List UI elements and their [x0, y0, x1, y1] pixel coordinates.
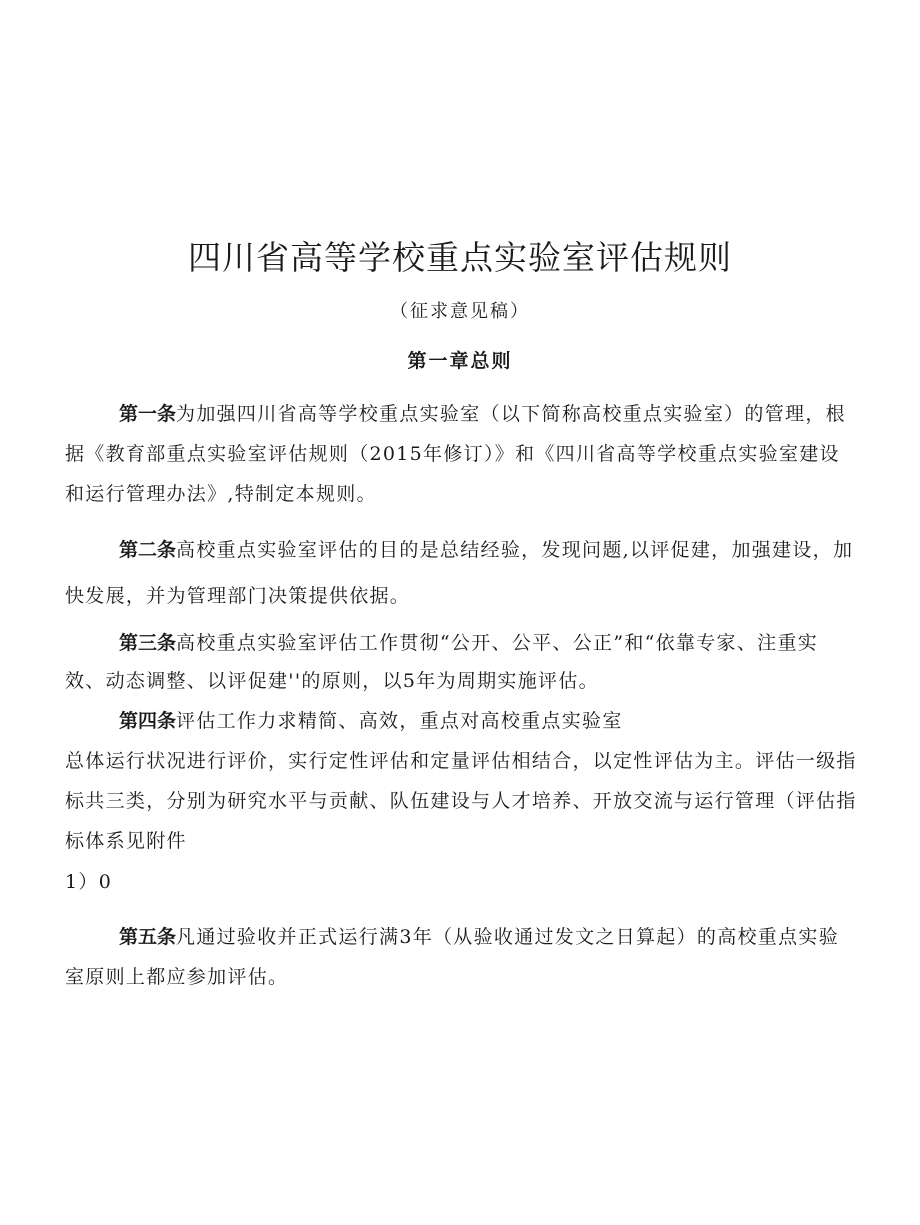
article-3-text: 高校重点实验室评估工作贯彻“公开、公平、公正”和“依靠专家、注重实效、动态调整、以评促建''的原则，以5年为周期实施评估。	[65, 632, 819, 692]
article-4-lead: 第四条	[119, 710, 177, 732]
article-4	[65, 701, 857, 741]
article-1	[65, 394, 857, 514]
chapter-heading: 第一章总则	[407, 350, 513, 372]
article-1-text: 为加强四川省高等学校重点实验室（以下简称高校重点实验室）的管理，根据《教育部重点实验室评估规则（2015年修订）》和《四川省高等学校重点实验室建设和运行管理办法》,特制定本规则。	[65, 403, 846, 505]
article-2	[65, 527, 857, 619]
article-4-continued: 总体运行状况进行评价，实行定性评估和定量评估相结合，以定性评估为主。评估一级指标共三类，分别为研究水平与贡献、队伍建设与人才培养、开放交流与运行管理（评估指标体系见附件	[65, 750, 857, 852]
article-4-text: 评估工作力求精简、高效，重点对高校重点实验室	[176, 710, 623, 732]
article-5-lead: 第五条	[119, 926, 177, 948]
article-3-lead: 第三条	[119, 632, 177, 654]
document-subtitle: （征求意见稿）	[390, 301, 530, 322]
article-4-tail: 1）0	[65, 871, 113, 893]
document-title: 四川省高等学校重点实验室评估规则	[188, 238, 732, 277]
article-2-lead: 第二条	[119, 539, 177, 561]
article-3	[65, 624, 857, 700]
article-5	[65, 917, 857, 997]
article-1-lead: 第一条	[119, 403, 177, 425]
article-2-text: 高校重点实验室评估的目的是总结经验，发现问题,以评促建，加强建设，加快发展，并为管理部门决策提供依据。	[65, 539, 854, 607]
article-5-text: 凡通过验收并正式运行满3年（从验收通过发文之日算起）的高校重点实验室原则上都应参加评估。	[65, 926, 840, 988]
